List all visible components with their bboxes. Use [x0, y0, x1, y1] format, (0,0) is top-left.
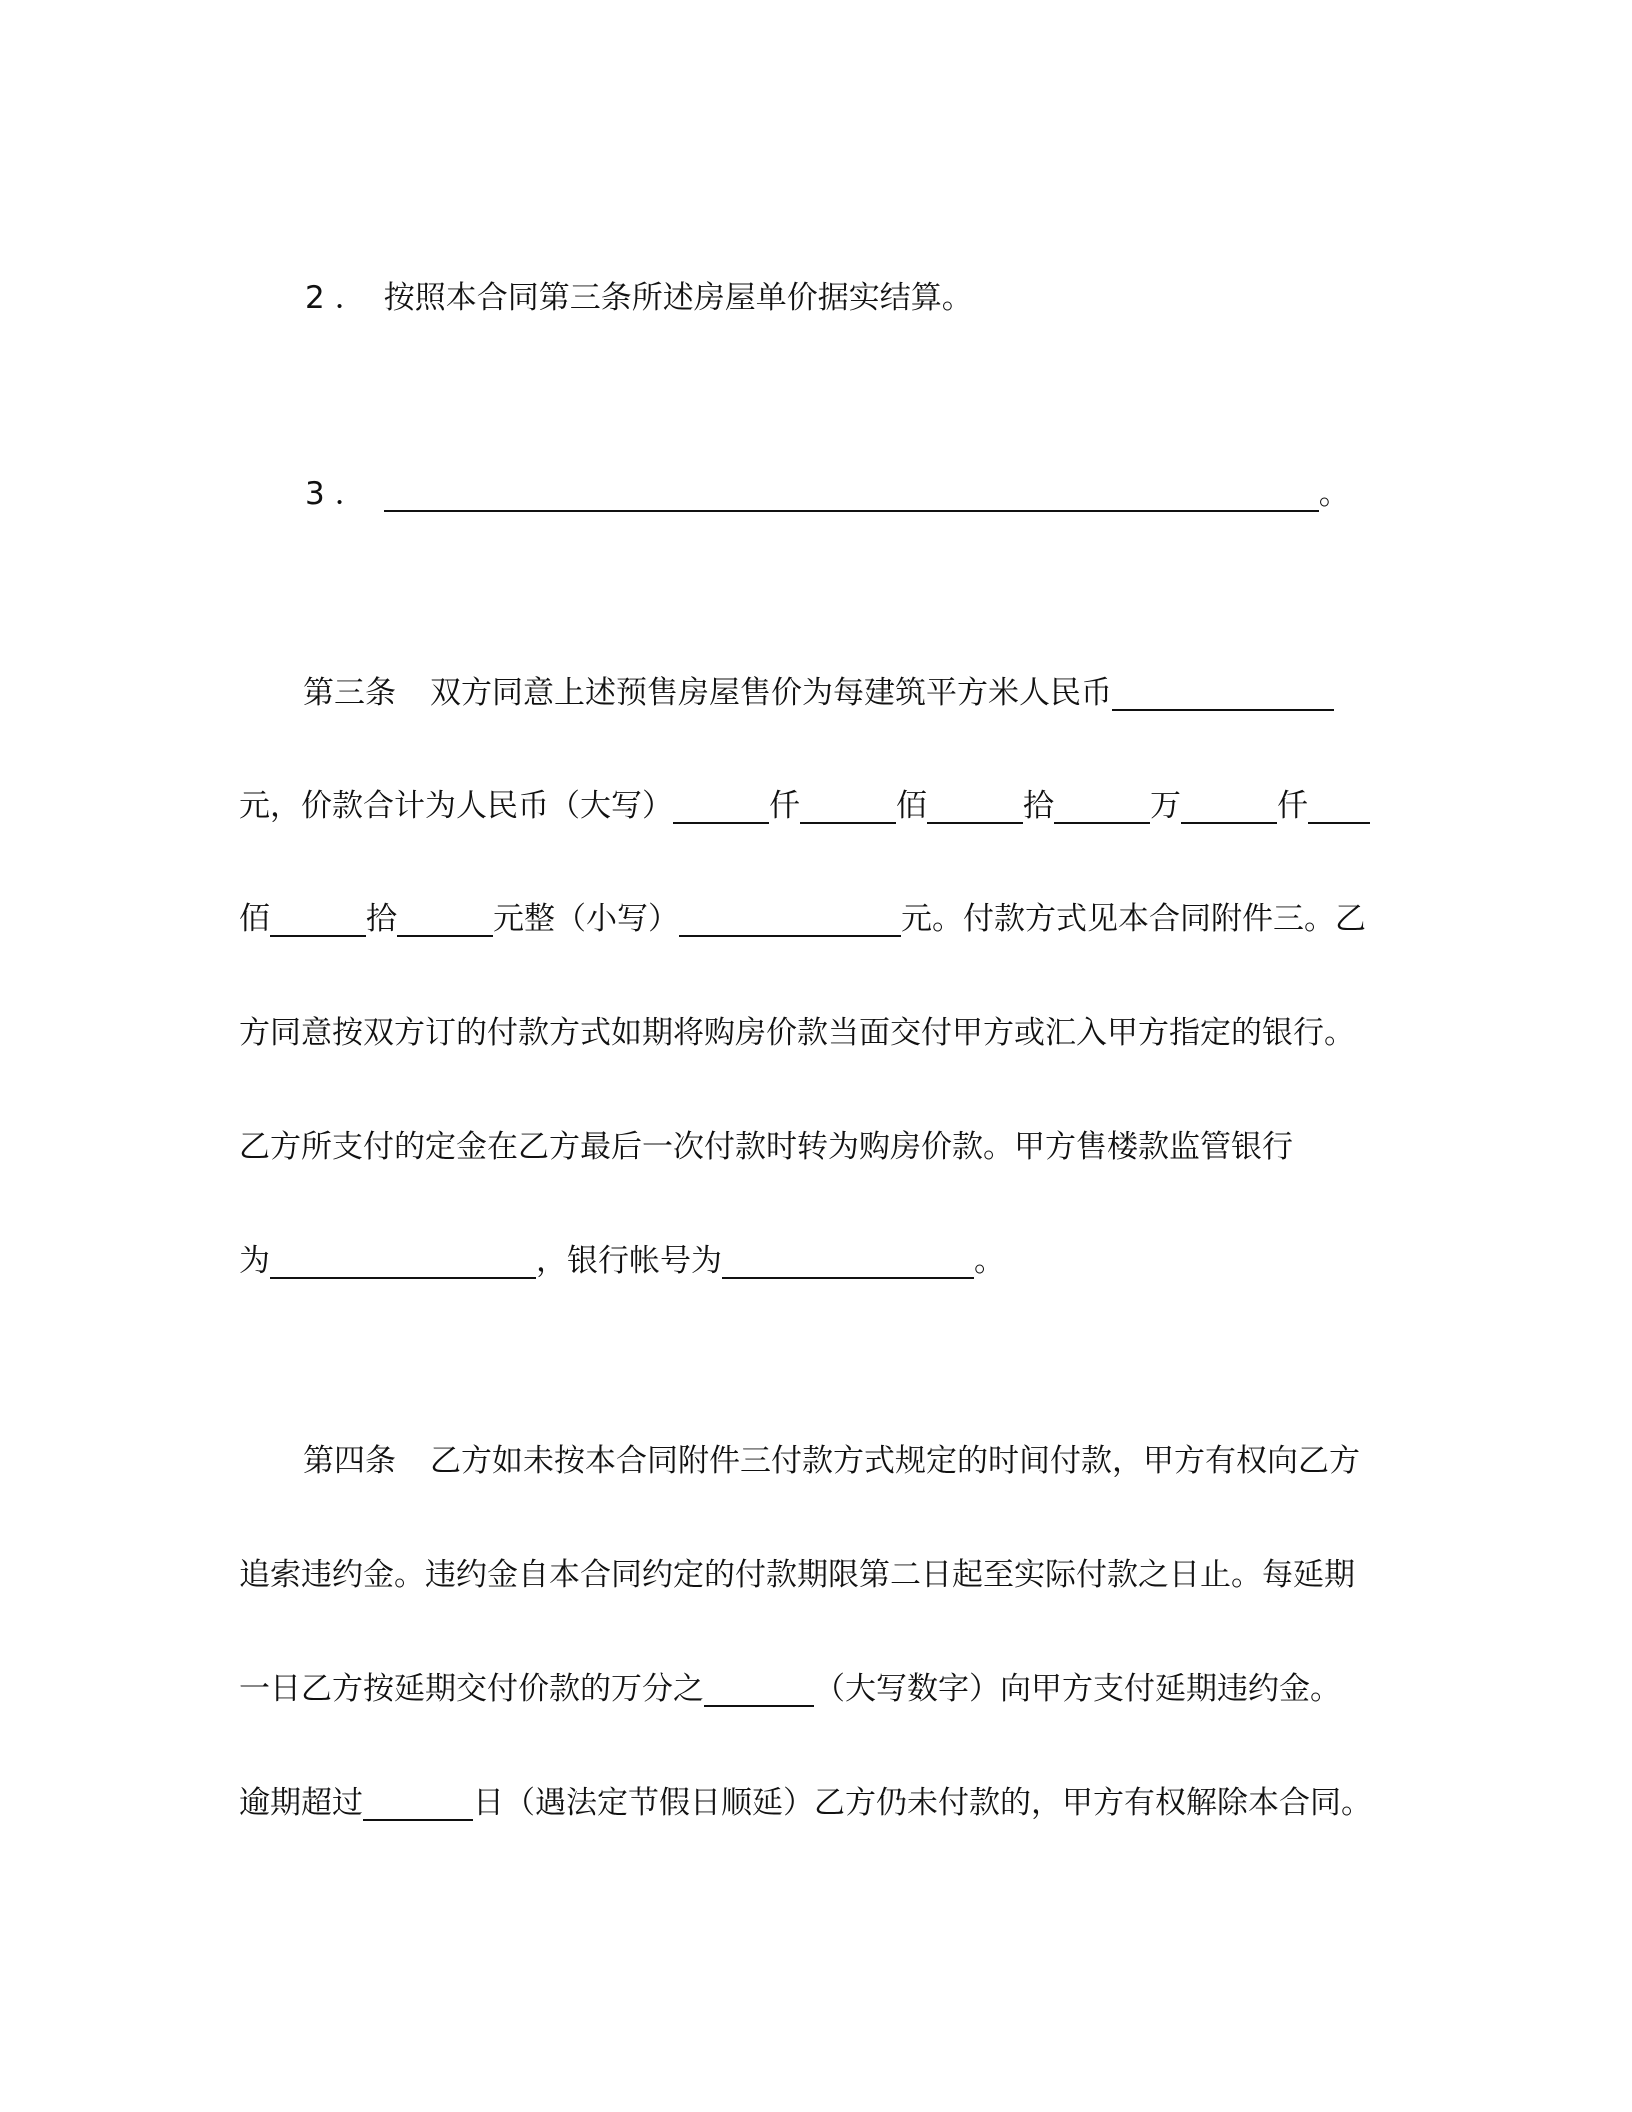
blank-amount-figures[interactable]	[679, 899, 901, 937]
article-3-line-3	[239, 899, 1366, 939]
unit-label: 仟	[769, 788, 800, 824]
article-text: 逾期超过	[239, 1785, 363, 1821]
unit-label: 拾	[1023, 788, 1054, 824]
blank-amount[interactable]	[673, 786, 769, 824]
article-text: ，银行帐号为	[536, 1243, 722, 1279]
article-text: 元。付款方式见本合同附件三。乙	[901, 901, 1366, 937]
blank-amount[interactable]	[800, 786, 896, 824]
item-2	[305, 278, 973, 318]
blank-bank-name[interactable]	[270, 1241, 536, 1279]
article-4-line-1	[303, 1441, 1360, 1481]
article-3-line-6	[239, 1241, 1005, 1281]
blank-penalty-rate[interactable]	[704, 1669, 814, 1707]
blank-field[interactable]	[384, 474, 1319, 512]
article-text: 乙方所支付的定金在乙方最后一次付款时转为购房价款。甲方售楼款监管银行	[239, 1129, 1293, 1165]
unit-label: 万	[1150, 788, 1181, 824]
unit-label: 佰	[239, 901, 270, 937]
article-text: 。	[974, 1243, 1005, 1279]
item-number: 2．	[305, 280, 376, 316]
article-4-line-3	[239, 1669, 1341, 1709]
blank-unit-price[interactable]	[1112, 673, 1334, 711]
blank-amount[interactable]	[1054, 786, 1150, 824]
article-3-line-4	[239, 1013, 1355, 1053]
article-text: 日（遇法定节假日顺延）乙方仍未付款的，甲方有权解除本合同。	[473, 1785, 1372, 1821]
article-4-line-4	[239, 1783, 1372, 1823]
article-text: 为	[239, 1243, 270, 1279]
article-text: 双方同意上述预售房屋售价为每建筑平方米人民币	[430, 675, 1112, 711]
article-text: 方同意按双方订的付款方式如期将购房价款当面交付甲方或汇入甲方指定的银行。	[239, 1015, 1355, 1051]
article-text: 乙方如未按本合同附件三付款方式规定的时间付款，甲方有权向乙方	[430, 1443, 1360, 1479]
article-text: 元整（小写）	[493, 901, 679, 937]
blank-amount[interactable]	[1181, 786, 1277, 824]
article-text: 元，价款合计为人民币（大写）	[239, 788, 673, 824]
item-number: 3．	[305, 476, 376, 512]
item-end: 。	[1318, 476, 1350, 512]
article-3-line-1	[303, 673, 1334, 713]
blank-amount[interactable]	[270, 899, 366, 937]
unit-label: 仟	[1277, 788, 1308, 824]
article-text: （大写数字）向甲方支付延期违约金。	[814, 1671, 1341, 1707]
blank-amount[interactable]	[397, 899, 493, 937]
blank-bank-account[interactable]	[722, 1241, 974, 1279]
article-text: 一日乙方按延期交付价款的万分之	[239, 1671, 704, 1707]
blank-overdue-days[interactable]	[363, 1783, 473, 1821]
article-heading: 第四条	[303, 1443, 396, 1479]
article-3-line-5	[239, 1127, 1293, 1167]
item-text: 按照本合同第三条所述房屋单价据实结算。	[383, 280, 973, 316]
article-heading: 第三条	[303, 675, 396, 711]
blank-amount[interactable]	[927, 786, 1023, 824]
blank-amount[interactable]	[1308, 786, 1370, 824]
item-3	[305, 474, 1350, 514]
article-text: 追索违约金。违约金自本合同约定的付款期限第二日起至实际付款之日止。每延期	[239, 1557, 1355, 1593]
article-4-line-2	[239, 1555, 1355, 1595]
unit-label: 佰	[896, 788, 927, 824]
unit-label: 拾	[366, 901, 397, 937]
article-3-line-2	[239, 786, 1370, 826]
